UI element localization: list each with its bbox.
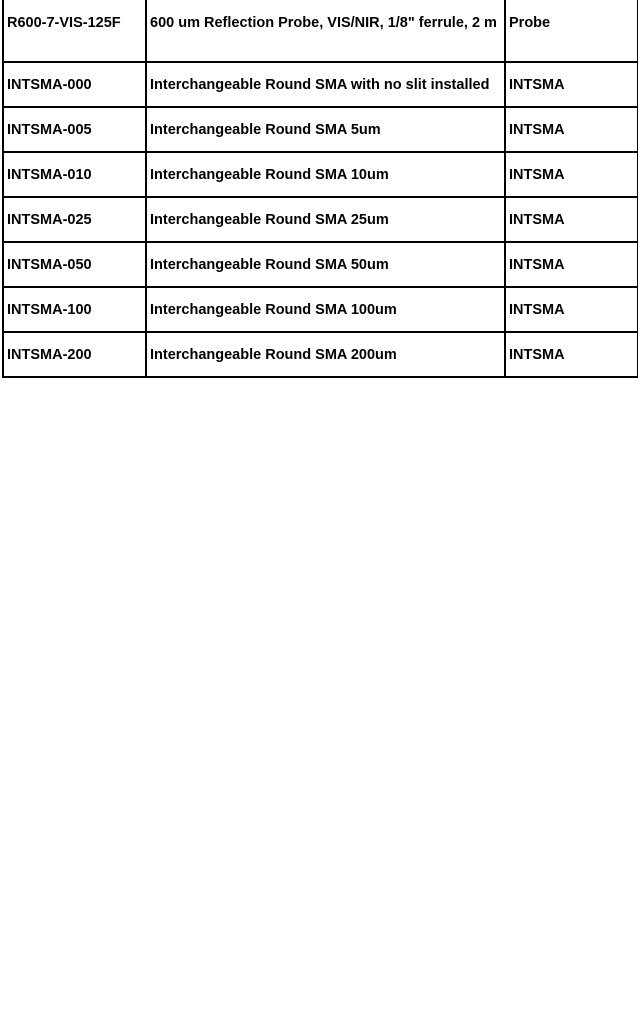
part-number-cell: R600-7-VIS-125F (3, 0, 146, 62)
description-cell: Interchangeable Round SMA 25um (146, 197, 505, 242)
description-cell: Interchangeable Round SMA 100um (146, 287, 505, 332)
table-row (3, 242, 638, 287)
category-cell: Probe (505, 0, 638, 62)
description-cell: 600 um Reflection Probe, VIS/NIR, 1/8" ferrule, 2 m (146, 0, 505, 62)
part-number-cell: INTSMA-000 (3, 62, 146, 107)
category-cell: INTSMA (505, 107, 638, 152)
part-number-cell: INTSMA-005 (3, 107, 146, 152)
part-number-cell: INTSMA-100 (3, 287, 146, 332)
category-cell: INTSMA (505, 197, 638, 242)
category-cell: INTSMA (505, 152, 638, 197)
category-cell: INTSMA (505, 287, 638, 332)
description-cell: Interchangeable Round SMA with no slit installed (146, 62, 505, 107)
part-number-cell: INTSMA-025 (3, 197, 146, 242)
table-row (3, 287, 638, 332)
category-cell: INTSMA (505, 242, 638, 287)
product-table (2, 0, 638, 378)
category-cell: INTSMA (505, 62, 638, 107)
part-number-cell: INTSMA-010 (3, 152, 146, 197)
description-cell: Interchangeable Round SMA 5um (146, 107, 505, 152)
part-number-cell: INTSMA-050 (3, 242, 146, 287)
part-number-cell: INTSMA-200 (3, 332, 146, 377)
description-cell: Interchangeable Round SMA 200um (146, 332, 505, 377)
description-cell: Interchangeable Round SMA 50um (146, 242, 505, 287)
category-cell: INTSMA (505, 332, 638, 377)
table-row (3, 62, 638, 107)
table-row (3, 197, 638, 242)
table-row (3, 0, 638, 62)
product-sheet (2, 0, 637, 378)
product-table-body (3, 0, 638, 377)
table-row (3, 107, 638, 152)
description-cell: Interchangeable Round SMA 10um (146, 152, 505, 197)
table-row (3, 152, 638, 197)
table-row (3, 332, 638, 377)
